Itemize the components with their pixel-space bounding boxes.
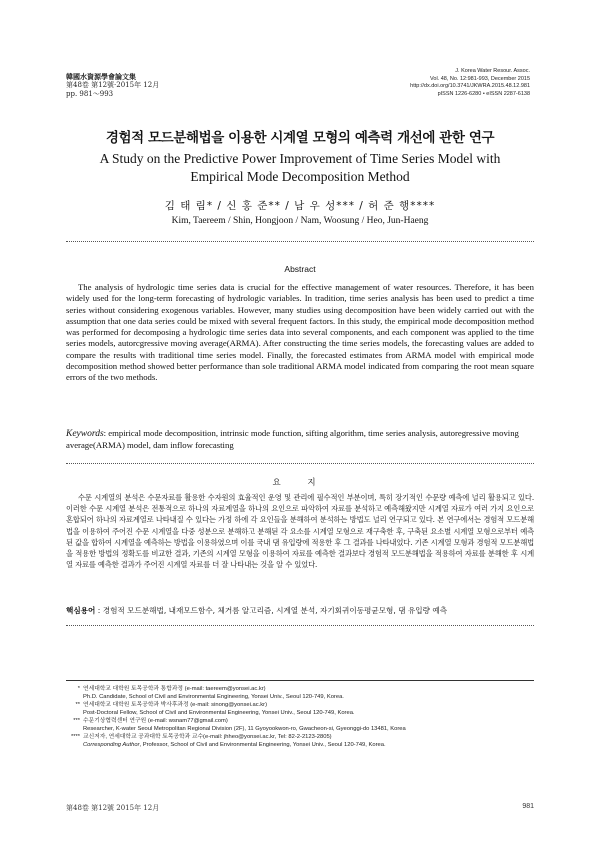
doi-link[interactable]: http://dx.doi.org/10.3741/JKWRA.2015.48.12.981 bbox=[410, 83, 530, 89]
footer-volume: 第48卷 第12號 2015年 12月 bbox=[66, 804, 160, 812]
volume-issue: 第48卷 第12號·2015年 12月 bbox=[66, 81, 160, 89]
footnote-3-en: Researcher, K-water Seoul Metropolitan Regional Division (2F), 11 Gyoyookwon-ro, Gwacheon-si, Gyeonggi-do 13481, Korea bbox=[83, 726, 406, 732]
footnote-2-ko: ** 연세대학교 대학원 토목공학과 박사후과정 (e-mail: sinong@yonsei.ac.kr) bbox=[75, 702, 267, 708]
korean-keywords bbox=[66, 606, 534, 616]
divider-top bbox=[66, 241, 534, 242]
page-range: pp. 981～993 bbox=[66, 90, 114, 98]
authors-english: Kim, Taereem / Shin, Hongjoon / Nam, Woosung / Heo, Jun-Haeng bbox=[171, 216, 429, 226]
divider-bottom bbox=[66, 625, 534, 626]
journal-header-right bbox=[410, 68, 530, 98]
footnote-1-en: Ph.D. Candidate, School of Civil and Environmental Engineering, Yonsei Univ., Seoul 120-749, Korea. bbox=[83, 694, 344, 700]
footnote-3-ko: *** 수문기상협력센터 연구원 (e-mail: wsnam77@gmail.com) bbox=[73, 718, 228, 724]
authors-korean: 김 태 림* / 신 홍 준** / 남 우 성*** / 허 준 행**** bbox=[164, 200, 436, 212]
issn: pISSN 1226-6280 • eISSN 2287-6138 bbox=[437, 90, 530, 97]
divider-middle bbox=[66, 463, 534, 464]
keywords bbox=[66, 428, 534, 452]
keywords-text: : empirical mode decomposition, intrinsic mode function, sifting algorithm, time series analysis, autoregressive moving average(ARMA) model, dam inflow forecasting bbox=[66, 428, 519, 451]
korean-keywords-text: : 경험적 모드분해법, 내재모드함수, 체거름 알고리즘, 시계열 분석, 자기회귀이동평균모형, 댐 유입량 예측 bbox=[97, 606, 448, 615]
abstract-heading: Abstract bbox=[284, 264, 316, 274]
title-korean: 경험적 모드분해법을 이용한 시계열 모형의 예측력 개선에 관한 연구 bbox=[105, 130, 495, 146]
keywords-label: Keywords bbox=[66, 429, 104, 439]
footnote-4-en: Corresponding Author, Professor, School of Civil and Environmental Engineering, Yonsei Univ., Seoul 120-749, Korea. bbox=[83, 742, 386, 748]
footnote-2-en: Post-Doctoral Fellow, School of Civil and Environmental Engineering, Yonsei Univ., Seoul 120-749, Korea. bbox=[83, 710, 355, 716]
title-english-line-2: Empirical Mode Decomposition Method bbox=[190, 169, 410, 184]
korean-keywords-label: 핵심용어 bbox=[66, 606, 96, 615]
footnote-rule bbox=[66, 680, 534, 681]
journal-name-en: J. Korea Water Resour. Assoc. bbox=[455, 68, 530, 74]
title-english bbox=[60, 150, 540, 186]
journal-name-ko: 韓國水資源學會論文集 bbox=[66, 72, 136, 81]
korean-abstract-heading: 요 지 bbox=[272, 478, 328, 488]
title-english-line-1: A Study on the Predictive Power Improvement of Time Series Model with bbox=[99, 151, 501, 166]
footnote-4-ko: **** 교신저자, 연세대학교 공과대학 토목공학과 교수(e-mail: jhheo@yonsei.ac.kr, Tel: 82-2-2123-2805) bbox=[70, 734, 332, 740]
volume-info-en: Vol. 48, No. 12:981-993, December 2015 bbox=[430, 75, 530, 82]
footnote-1-ko: * 연세대학교 대학원 토목공학과 통합과정 (e-mail: taereem@yonsei.ac.kr) bbox=[77, 686, 266, 692]
abstract-text: The analysis of hydrologic time series data is crucial for the effective management of water resources. Therefore, it has been widely used for the long-term forecasting of hydrologic variables. In tradition, time series analysis has been used to predict a time series without considering exogenous variables. However, many studies using decomposition have been widely carried out with the assumption that one data series could be mixed with several frequent factors. In this study, the empirical mode decomposition method was performed for decomposing a hydrologic time series data into several components, and each component was applied to the time series models, autorcgressive moving average(ARMA). After constructing the time series models, the forecasting values are added to compare the results with traditional time series model. Finally, the forecasted estimates from ARMA model with empirical mode decomposition method showed better performance than sole traditional ARMA model indicated from comparing the root mean square errors of the two methods. bbox=[66, 282, 534, 383]
korean-abstract-text: 수문 시계열의 분석은 수문자료를 활용한 수자원의 효율적인 운영 및 관리에 필수적인 부분이며, 특히 장기적인 수문량 예측에 널리 활용되고 있다. 이러한 수문 시계열 분석은 전통적으로 하나의 자료계열을 하나의 요인으로 파악하여 자료를 분석하고 예측해왔지만 시계열 자료가 여러 가지 요인으로 혼합되어 하나의 자료계열로 나타내질 수 있다는 가정 하에 각 요인들을 분해하여 분석하는 방법도 널리 연구되고 있다. 본 연구에서는 경험적 모드분해법을 이용하여 주어진 수문 시계열을 다중 성분으로 분해하고 분해된 각 요소를 시계열 모형으로 재구축한 후, 구축된 요소별 시계열 모형으로부터 예측된 값을 합하여 시계열을 예측하는 방법을 이용하였으며 이를 국내 댐 유입량에 적용한 후 그 결과를 나타내었다. 기존 시계열 모형과 경험적 모드분해법을 적용한 방법의 정확도를 비교한 결과, 기존의 시계열 모형을 이용하여 자료를 예측한 결과보다 경험적 모드분해법을 적용하여 자료를 분해한 후 시계열 자료를 예측한 결과가 주어진 시계열 자료를 더 잘 나타내는 것을 알 수 있었다. bbox=[66, 493, 534, 570]
page-number: 981 bbox=[522, 803, 534, 810]
footnotes bbox=[66, 685, 536, 749]
journal-header-left bbox=[66, 72, 159, 99]
